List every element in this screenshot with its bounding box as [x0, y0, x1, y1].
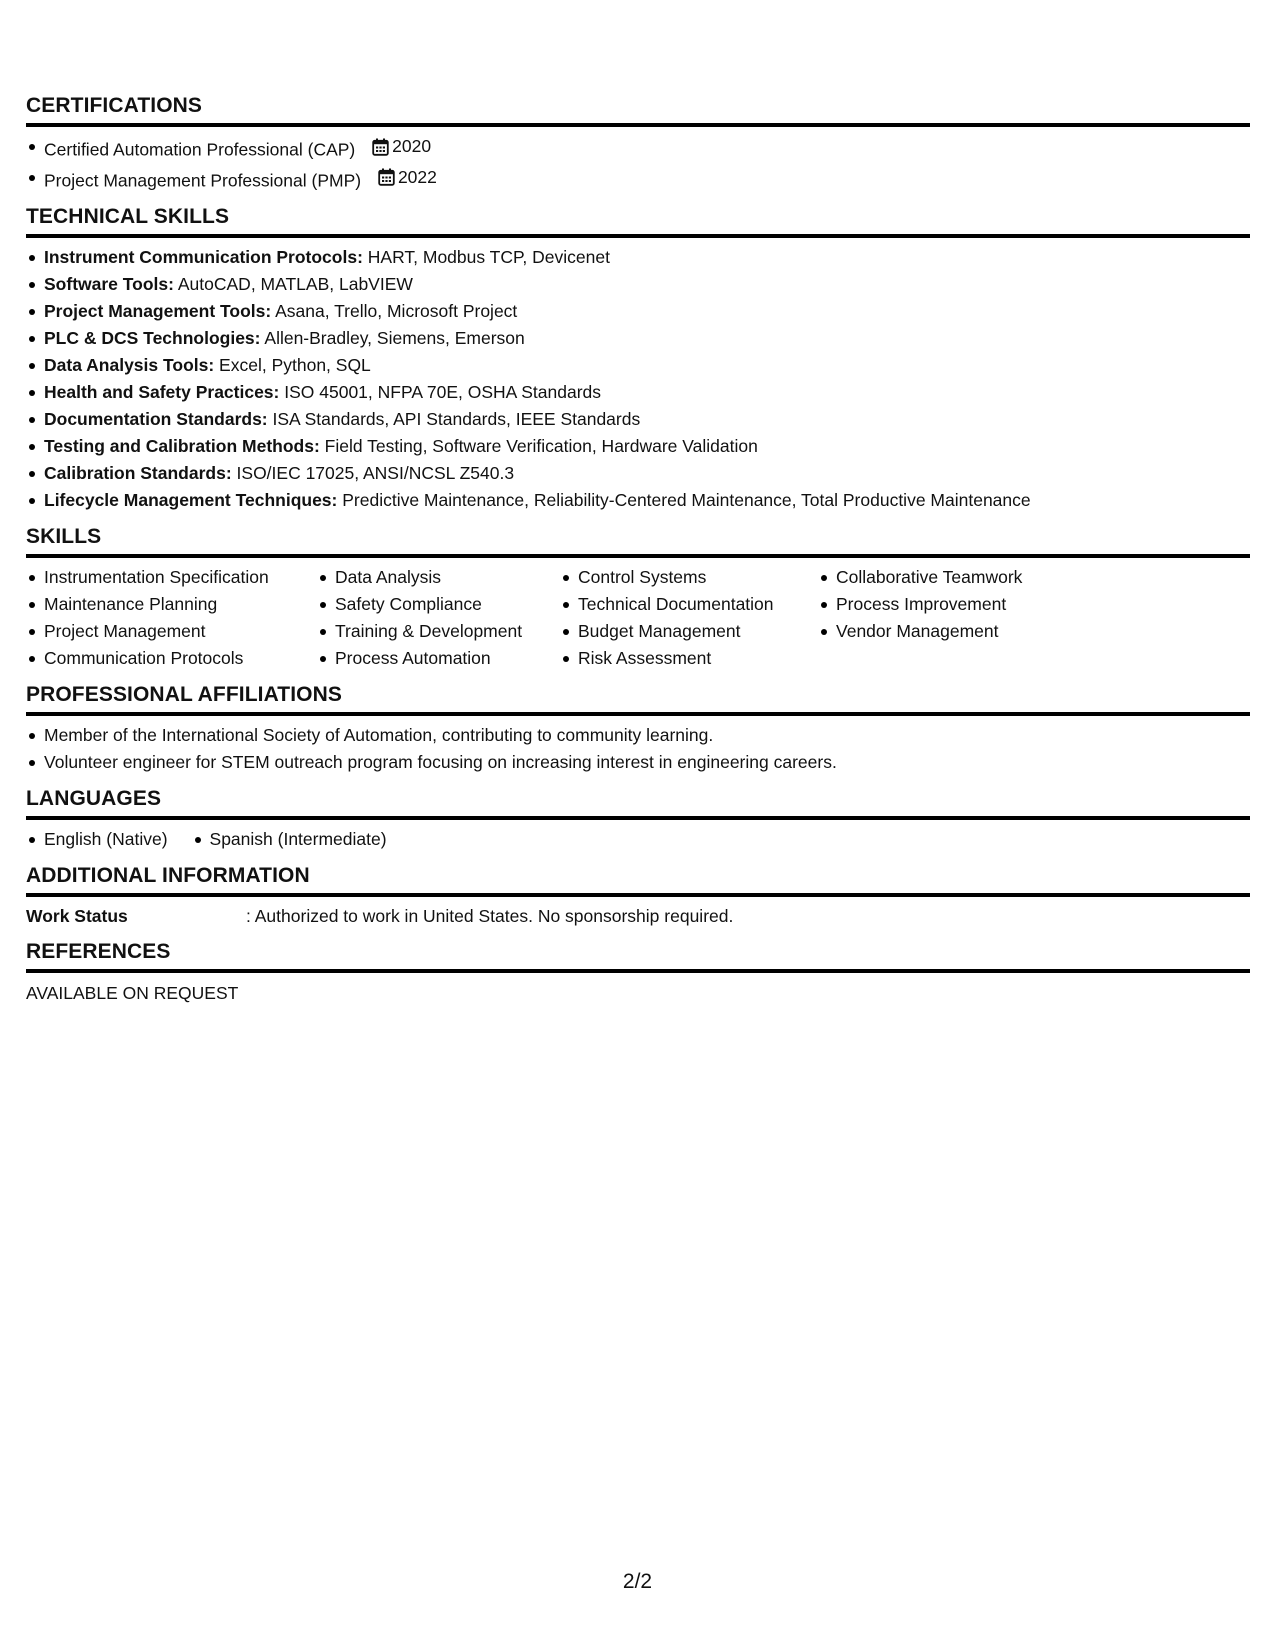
language-item: English (Native) [26, 826, 168, 853]
technical-skill-item [26, 487, 1250, 514]
skill-category-value: AutoCAD, MATLAB, LabVIEW [173, 274, 413, 294]
work-status-label: Work Status [26, 906, 128, 926]
resume-page [26, 93, 1250, 1007]
affiliation-item: Member of the International Society of Automation, contributing to community learning. [26, 722, 1250, 749]
languages-heading: LANGUAGES [26, 787, 162, 810]
skill-category-value: Field Testing, Software Verification, Hardware Validation [319, 436, 758, 456]
skill-item: Project Management [26, 618, 317, 645]
skill-category-label: Testing and Calibration Methods: [44, 436, 320, 456]
skill-item: Technical Documentation [560, 591, 818, 618]
technical-skills-list [26, 244, 1250, 514]
skill-item: Maintenance Planning [26, 591, 317, 618]
technical-skill-item [26, 433, 1250, 460]
skills-section [26, 524, 1250, 672]
skill-category-label: Instrument Communication Protocols: [44, 247, 363, 267]
affiliations-section [26, 682, 1250, 776]
skill-item: Communication Protocols [26, 645, 317, 672]
skills-column [317, 564, 560, 672]
page-number: 2/2 [622, 1570, 653, 1593]
skill-category-label: Data Analysis Tools: [44, 355, 215, 375]
skill-item: Vendor Management [818, 618, 1078, 645]
skills-column [26, 564, 317, 672]
technical-skill-item [26, 325, 1250, 352]
skills-heading: SKILLS [26, 525, 102, 548]
skills-column [560, 564, 818, 672]
work-status-value: : Authorized to work in United States. No sponsorship required. [246, 906, 734, 926]
work-status-row [26, 903, 1250, 929]
affiliations-heading: PROFESSIONAL AFFILIATIONS [26, 683, 342, 706]
certifications-section [26, 93, 1250, 194]
technical-skill-item [26, 244, 1250, 271]
certification-name: Certified Automation Professional (CAP) [44, 139, 356, 160]
references-heading: REFERENCES [26, 940, 171, 963]
languages-section [26, 786, 1250, 853]
skill-category-label: Software Tools: [44, 274, 174, 294]
certification-date [378, 164, 437, 191]
skill-category-label: Lifecycle Management Techniques: [44, 490, 338, 510]
skill-category-value: Allen-Bradley, Siemens, Emerson [260, 328, 525, 348]
certification-name: Project Management Professional (PMP) [44, 170, 362, 190]
skill-item: Training & Development [317, 618, 560, 645]
certification-date [372, 133, 431, 160]
section-divider [26, 554, 1250, 558]
skills-grid [26, 564, 1250, 672]
section-divider [26, 123, 1250, 127]
skill-item: Safety Compliance [317, 591, 560, 618]
skill-category-value: ISO/IEC 17025, ANSI/NCSL Z540.3 [231, 463, 515, 483]
technical-skill-item [26, 352, 1250, 379]
section-divider [26, 816, 1250, 820]
section-divider [26, 969, 1250, 973]
skill-item: Budget Management [560, 618, 818, 645]
skill-category-value: Asana, Trello, Microsoft Project [271, 301, 518, 321]
certifications-heading: CERTIFICATIONS [26, 94, 203, 117]
references-text: AVAILABLE ON REQUEST [26, 983, 239, 1003]
skill-category-value: Excel, Python, SQL [214, 355, 371, 375]
skill-item: Instrumentation Specification [26, 564, 317, 591]
section-divider [26, 893, 1250, 897]
technical-skill-item [26, 406, 1250, 433]
affiliation-item: Volunteer engineer for STEM outreach program focusing on increasing interest in engineering careers. [26, 749, 1250, 776]
skill-item: Data Analysis [317, 564, 560, 591]
skill-item: Control Systems [560, 564, 818, 591]
technical-skill-item [26, 298, 1250, 325]
additional-info-heading: ADDITIONAL INFORMATION [26, 864, 310, 887]
technical-skill-item [26, 271, 1250, 298]
skill-category-label: Documentation Standards: [44, 409, 268, 429]
calendar-icon [372, 138, 389, 156]
technical-skills-section [26, 204, 1250, 514]
skill-category-value: ISA Standards, API Standards, IEEE Standards [267, 409, 641, 429]
skill-category-value: HART, Modbus TCP, Devicenet [362, 247, 610, 267]
calendar-icon [378, 168, 395, 186]
certification-item [26, 164, 1250, 195]
technical-skill-item [26, 460, 1250, 487]
languages-list [26, 826, 1250, 853]
additional-info-section [26, 863, 1250, 929]
skill-category-value: Predictive Maintenance, Reliability-Centered Maintenance, Total Productive Maintenance [337, 490, 1031, 510]
skill-category-label: PLC & DCS Technologies: [44, 328, 261, 348]
skill-item: Process Improvement [818, 591, 1078, 618]
section-divider [26, 234, 1250, 238]
technical-skill-item [26, 379, 1250, 406]
skill-category-label: Calibration Standards: [44, 463, 232, 483]
section-divider [26, 712, 1250, 716]
technical-skills-heading: TECHNICAL SKILLS [26, 205, 230, 228]
skill-category-label: Health and Safety Practices: [44, 382, 280, 402]
certifications-list [26, 133, 1250, 194]
skill-item: Collaborative Teamwork [818, 564, 1078, 591]
references-section [26, 939, 1250, 1007]
certification-year: 2022 [397, 166, 437, 187]
skill-item: Process Automation [317, 645, 560, 672]
language-item: Spanish (Intermediate) [192, 826, 387, 853]
skill-category-label: Project Management Tools: [44, 301, 272, 321]
skills-column [818, 564, 1078, 672]
affiliations-list [26, 722, 1250, 776]
skill-item: Risk Assessment [560, 645, 818, 672]
certification-year: 2020 [392, 136, 432, 156]
skill-category-value: ISO 45001, NFPA 70E, OSHA Standards [279, 382, 602, 402]
certification-item [26, 133, 1250, 164]
